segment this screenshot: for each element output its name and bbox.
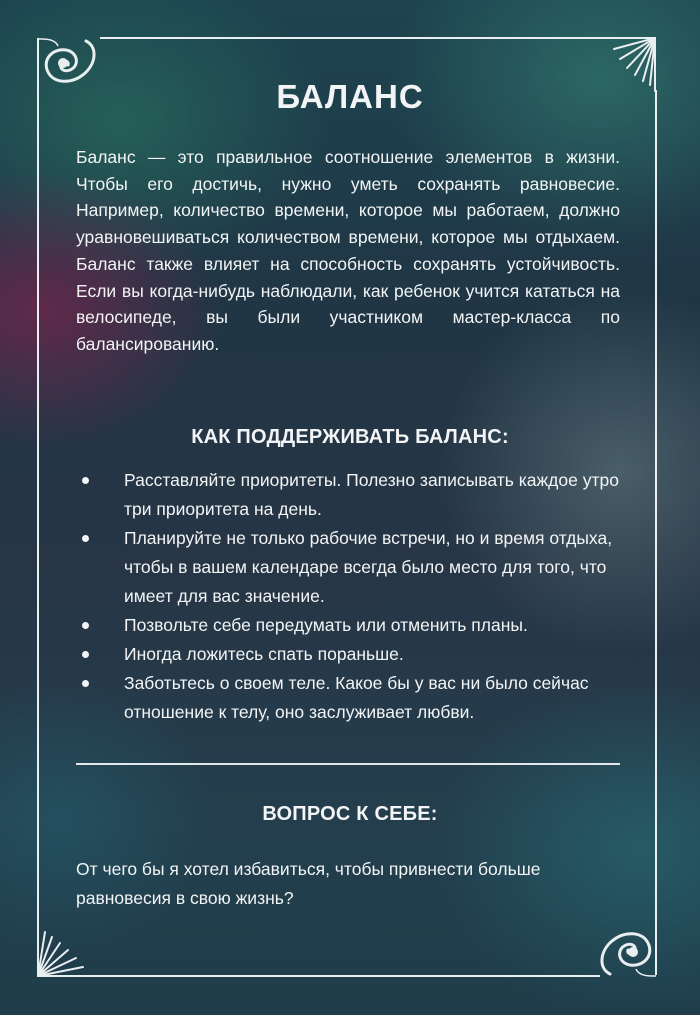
list-item	[82, 524, 627, 611]
bullet-icon	[82, 680, 89, 687]
tip-text: Позвольте себе передумать или отменить планы.	[124, 615, 528, 635]
bullet-icon	[82, 535, 89, 542]
question-text: От чего бы я хотел избавиться, чтобы привнести больше равновесия в свою жизнь?	[76, 859, 541, 908]
list-item	[82, 611, 627, 640]
tips-heading: КАК ПОДДЕРЖИВАТЬ БАЛАНС:	[191, 426, 509, 448]
tip-text: Расставляйте приоритеты. Полезно записывать каждое утро три приоритета на день.	[124, 470, 619, 519]
section-divider	[76, 763, 620, 765]
frame-bottom-line	[90, 975, 600, 977]
tip-text: Иногда ложитесь спать пораньше.	[124, 644, 404, 664]
intro-paragraph: Баланс — это правильное соотношение элементов в жизни. Чтобы его достичь, нужно уметь сохранять равновесие. Например, количество времени, которое мы работаем, должно уравновешиваться количеством времени, которое мы отдыхаем. Баланс также влияет на способность сохранять устойчивость. Если вы когда-нибудь наблюдали, как ребенок учится кататься на велосипеде, вы были участником мастер-класса по балансированию.	[76, 147, 620, 354]
card-title: БАЛАНС	[276, 78, 424, 115]
sunburst-icon	[37, 924, 92, 977]
frame-top-line	[100, 37, 614, 39]
list-item	[82, 669, 627, 727]
list-item	[82, 640, 627, 669]
question-heading: ВОПРОС К СЕБЕ:	[262, 803, 438, 825]
tip-text: Заботьтесь о своем теле. Какое бы у вас ни было сейчас отношение к телу, оно заслуживает любви.	[124, 673, 589, 722]
frame-right-line	[655, 90, 657, 975]
bullet-icon	[82, 622, 89, 629]
bullet-icon	[82, 477, 89, 484]
tip-text: Планируйте не только рабочие встречи, но и время отдыха, чтобы в вашем календаре всегда было место для того, что имеет для вас значение.	[124, 528, 613, 606]
frame-left-line	[37, 38, 39, 928]
bullet-icon	[82, 651, 89, 658]
spiral-icon	[596, 925, 658, 977]
tips-list	[82, 466, 627, 727]
list-item	[82, 466, 627, 524]
